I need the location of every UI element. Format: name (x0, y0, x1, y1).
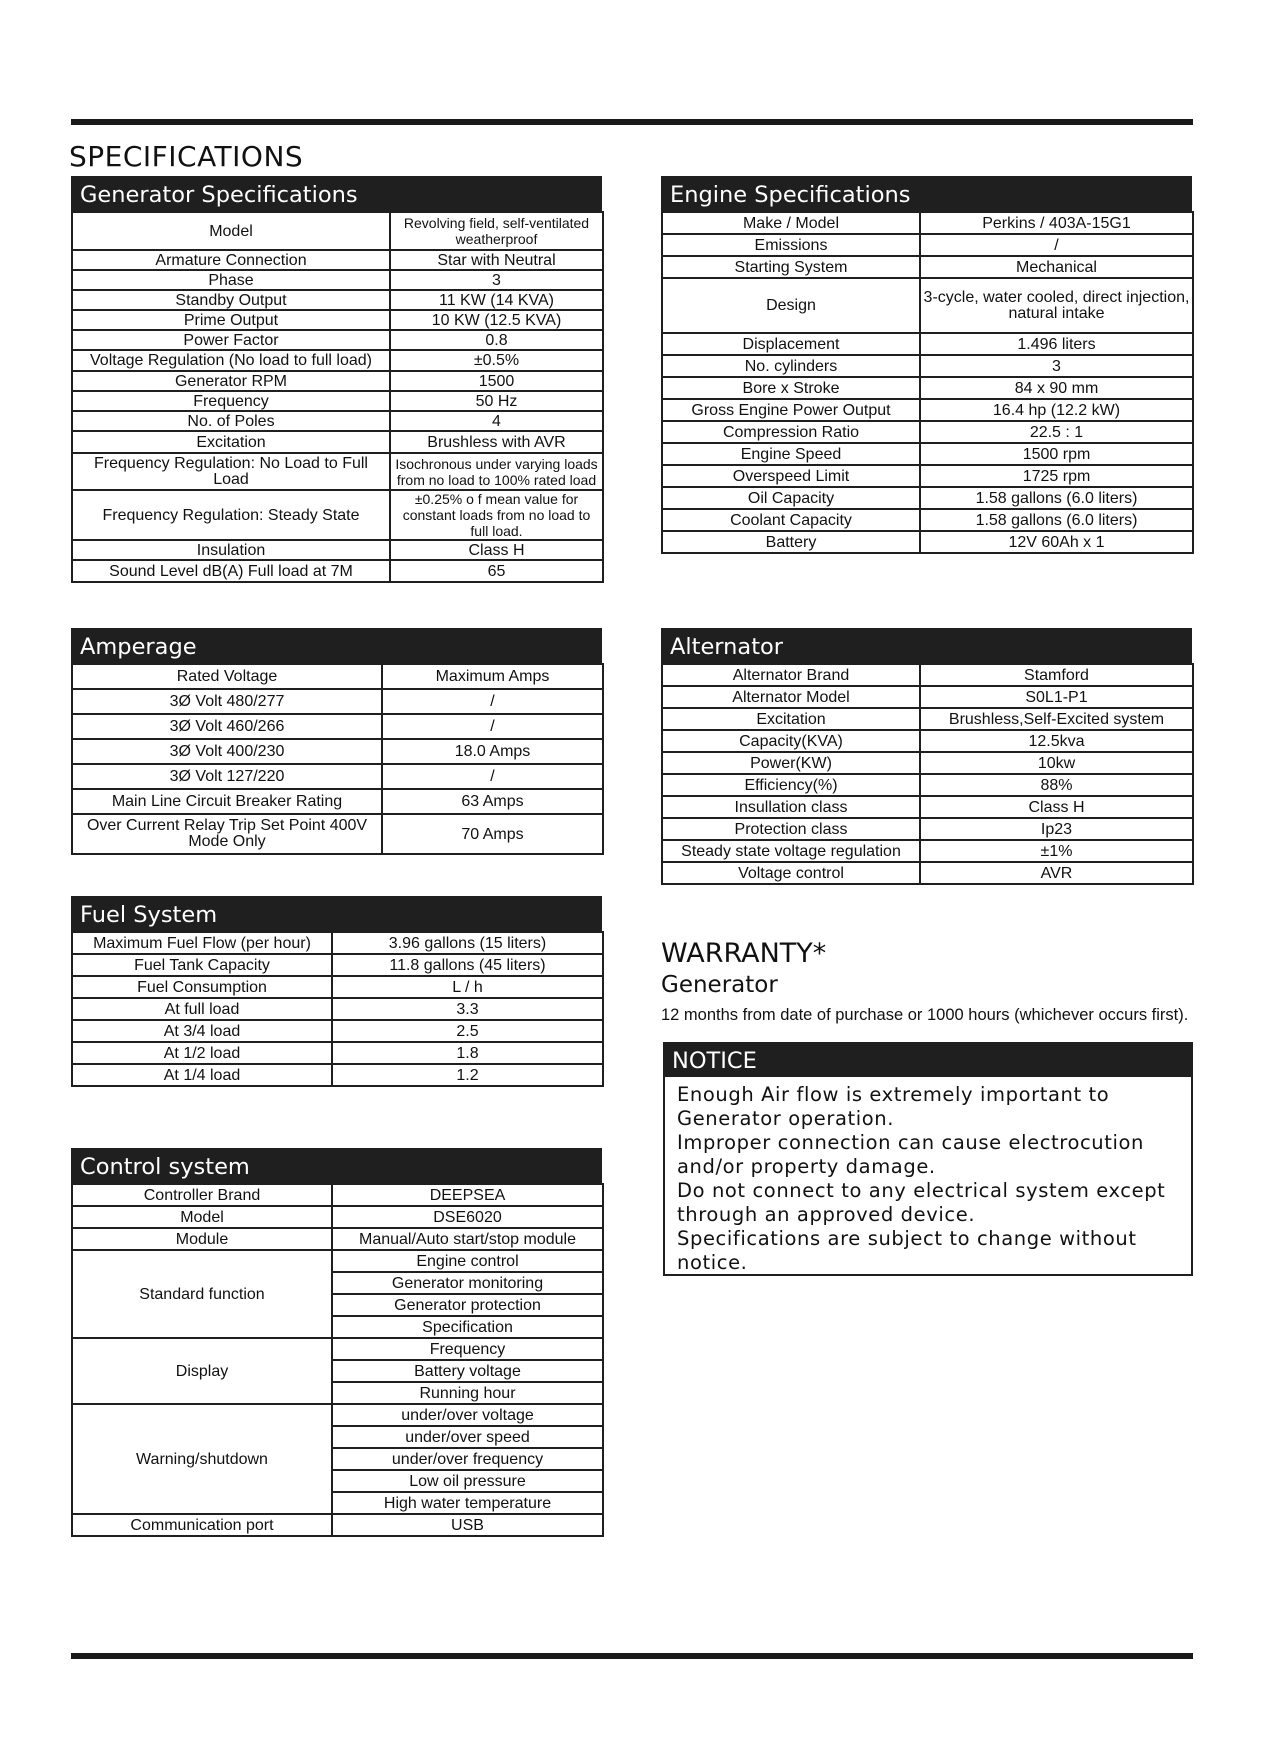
table-cell: 3Ø Volt 127/220 (72, 764, 382, 789)
section-header: Fuel System (71, 896, 602, 931)
table-cell: Alternator Brand (662, 664, 920, 686)
table-cell: Frequency Regulation: No Load to Full Load (72, 453, 390, 490)
top-rule (71, 119, 1193, 125)
table-row (662, 796, 1193, 818)
bottom-rule (71, 1653, 1193, 1659)
table-cell: 18.0 Amps (382, 739, 603, 764)
table-row (72, 560, 603, 582)
notice-line: through an approved device. (677, 1203, 976, 1226)
table-cell: under/over speed (332, 1426, 603, 1448)
table-row (662, 752, 1193, 774)
table-row (72, 453, 603, 490)
table-cell: Excitation (662, 708, 920, 730)
table-cell: Gross Engine Power Output (662, 399, 920, 421)
table-cell: / (382, 764, 603, 789)
table-row (72, 976, 603, 998)
table-cell: Maximum Amps (382, 664, 603, 689)
table-cell: At 3/4 load (72, 1020, 332, 1042)
table-row (72, 1042, 603, 1064)
table-row (72, 391, 603, 411)
notice-line: Enough Air flow is extremely important to (677, 1083, 1110, 1106)
table-row (72, 270, 603, 290)
notice-line: Specifications are subject to change without (677, 1227, 1137, 1250)
notice-line: Generator operation. (677, 1107, 895, 1130)
table-row (72, 714, 603, 739)
table-cell: 3 (920, 355, 1193, 377)
section-header: Alternator (661, 628, 1192, 663)
table-cell: 12.5kva (920, 730, 1193, 752)
table-cell: DEEPSEA (332, 1184, 603, 1206)
table-cell: USB (332, 1514, 603, 1536)
table-cell: Prime Output (72, 310, 390, 330)
table-cell: Running hour (332, 1382, 603, 1404)
table-cell: Make / Model (662, 212, 920, 234)
table-cell: 1.58 gallons (6.0 liters) (920, 509, 1193, 531)
table-cell: Controller Brand (72, 1184, 332, 1206)
table-cell: 2.5 (332, 1020, 603, 1042)
section-header: Generator Specifications (71, 176, 602, 211)
table-row (662, 487, 1193, 509)
table-cell: Generator monitoring (332, 1272, 603, 1294)
table-cell: Insullation class (662, 796, 920, 818)
table-row (72, 1338, 603, 1360)
table-row (72, 689, 603, 714)
table-cell: Protection class (662, 818, 920, 840)
table-cell: 12V 60Ah x 1 (920, 531, 1193, 553)
section-header: Amperage (71, 628, 602, 663)
table-row (662, 333, 1193, 355)
table-cell: Specification (332, 1316, 603, 1338)
table-cell: Generator RPM (72, 371, 390, 391)
warranty-title: WARRANTY* (661, 938, 827, 969)
table-cell: No. cylinders (662, 355, 920, 377)
table-cell: Perkins / 403A-15G1 (920, 212, 1193, 234)
table-row (662, 509, 1193, 531)
table-cell: Module (72, 1228, 332, 1250)
table-row (662, 664, 1193, 686)
table-row (72, 954, 603, 976)
notice-header: NOTICE (663, 1042, 1193, 1077)
amperage-table (71, 663, 604, 855)
table-cell: Mechanical (920, 256, 1193, 278)
table-row (662, 212, 1193, 234)
table-cell: Power Factor (72, 330, 390, 350)
table-cell: 70 Amps (382, 814, 603, 854)
notice-section (663, 1042, 1193, 1276)
table-cell: Sound Level dB(A) Full load at 7M (72, 560, 390, 582)
table-row (662, 774, 1193, 796)
warranty-text: 12 months from date of purchase or 1000 hours (whichever occurs first). (661, 1006, 1189, 1024)
table-cell: Over Current Relay Trip Set Point 400V Mode Only (72, 814, 382, 854)
warranty-subtitle: Generator (661, 972, 778, 998)
table-row (72, 330, 603, 350)
table-row (662, 730, 1193, 752)
table-cell: 1725 rpm (920, 465, 1193, 487)
table-cell: Alternator Model (662, 686, 920, 708)
table-cell: Engine Speed (662, 443, 920, 465)
table-cell: Voltage control (662, 862, 920, 884)
table-cell: 65 (390, 560, 603, 582)
table-row (662, 708, 1193, 730)
table-cell: 4 (390, 411, 603, 431)
table-cell: Armature Connection (72, 250, 390, 270)
table-cell: 50 Hz (390, 391, 603, 411)
table-cell: Frequency (72, 391, 390, 411)
table-cell: No. of Poles (72, 411, 390, 431)
table-cell: Main Line Circuit Breaker Rating (72, 789, 382, 814)
table-cell: 3Ø Volt 480/277 (72, 689, 382, 714)
table-cell: Communication port (72, 1514, 332, 1536)
table-cell: 1500 rpm (920, 443, 1193, 465)
table-cell: Brushless,Self-Excited system (920, 708, 1193, 730)
table-cell: Engine control (332, 1250, 603, 1272)
section-header: Engine Specifications (661, 176, 1192, 211)
table-cell: / (382, 689, 603, 714)
table-cell: 3 (390, 270, 603, 290)
control-system-section (71, 1148, 602, 1537)
control-table (71, 1183, 604, 1537)
engine-spec-table (661, 211, 1194, 554)
table-cell: 16.4 hp (12.2 kW) (920, 399, 1193, 421)
table-cell: Frequency Regulation: Steady State (72, 490, 390, 540)
table-row (662, 531, 1193, 553)
table-row (72, 998, 603, 1020)
table-row (662, 399, 1193, 421)
table-cell: At 1/2 load (72, 1042, 332, 1064)
table-cell: Fuel Consumption (72, 976, 332, 998)
section-header: Control system (71, 1148, 602, 1183)
table-cell: 3.3 (332, 998, 603, 1020)
page-title: SPECIFICATIONS (69, 140, 304, 173)
table-row (662, 686, 1193, 708)
table-cell: 11 KW (14 KVA) (390, 290, 603, 310)
table-cell: Star with Neutral (390, 250, 603, 270)
table-row (662, 377, 1193, 399)
table-row (72, 1206, 603, 1228)
fuel-system-section (71, 896, 602, 1087)
table-cell: Low oil pressure (332, 1470, 603, 1492)
table-row (72, 371, 603, 391)
table-row (662, 443, 1193, 465)
table-row (72, 1064, 603, 1086)
table-cell: ±1% (920, 840, 1193, 862)
table-cell: L / h (332, 976, 603, 998)
table-cell: AVR (920, 862, 1193, 884)
table-row (72, 664, 603, 689)
generator-specifications-section (71, 176, 602, 583)
table-cell: Fuel Tank Capacity (72, 954, 332, 976)
table-cell: under/over voltage (332, 1404, 603, 1426)
table-row (72, 310, 603, 330)
table-cell: Coolant Capacity (662, 509, 920, 531)
table-row (662, 421, 1193, 443)
table-cell: / (920, 234, 1193, 256)
table-row (72, 250, 603, 270)
notice-line: and/or property damage. (677, 1155, 936, 1178)
table-cell: Power(KW) (662, 752, 920, 774)
table-cell: 3Ø Volt 460/266 (72, 714, 382, 739)
table-cell: Displacement (662, 333, 920, 355)
table-cell: Stamford (920, 664, 1193, 686)
notice-line: Improper connection can cause electrocution (677, 1131, 1145, 1154)
table-row (662, 818, 1193, 840)
table-cell: Starting System (662, 256, 920, 278)
table-cell: Efficiency(%) (662, 774, 920, 796)
table-row (72, 932, 603, 954)
notice-line: Do not connect to any electrical system except (677, 1179, 1166, 1202)
table-cell: 1.8 (332, 1042, 603, 1064)
table-cell: Model (72, 1206, 332, 1228)
table-cell: Maximum Fuel Flow (per hour) (72, 932, 332, 954)
table-cell: Capacity(KVA) (662, 730, 920, 752)
table-cell: Excitation (72, 431, 390, 453)
table-cell: Voltage Regulation (No load to full load) (72, 350, 390, 371)
table-cell: Emissions (662, 234, 920, 256)
table-cell: 3-cycle, water cooled, direct injection, natural intake (920, 278, 1193, 333)
table-cell: 84 x 90 mm (920, 377, 1193, 399)
table-cell: Generator protection (332, 1294, 603, 1316)
table-cell: 10kw (920, 752, 1193, 774)
table-cell: 1500 (390, 371, 603, 391)
table-row (72, 1514, 603, 1536)
table-cell: 63 Amps (382, 789, 603, 814)
table-cell: under/over frequency (332, 1448, 603, 1470)
table-row (72, 1404, 603, 1426)
table-cell: 22.5 : 1 (920, 421, 1193, 443)
table-cell: Design (662, 278, 920, 333)
table-cell: 1.2 (332, 1064, 603, 1086)
table-cell: Isochronous under varying loads from no load to 100% rated load (390, 453, 603, 490)
table-cell: 1.496 liters (920, 333, 1193, 355)
table-cell: Battery (662, 531, 920, 553)
table-row (662, 862, 1193, 884)
table-cell: Ip23 (920, 818, 1193, 840)
table-row (662, 278, 1193, 333)
amperage-section (71, 628, 602, 855)
table-row (662, 465, 1193, 487)
table-cell: Revolving field, self-ventilated weatherproof (390, 212, 603, 250)
table-row (72, 1228, 603, 1250)
table-row (662, 234, 1193, 256)
table-cell: High water temperature (332, 1492, 603, 1514)
generator-spec-table (71, 211, 604, 583)
table-cell: At 1/4 load (72, 1064, 332, 1086)
table-row (72, 350, 603, 371)
table-cell: Insulation (72, 540, 390, 560)
table-cell: Class H (390, 540, 603, 560)
table-cell: ±0.25% o f mean value for constant loads from no load to full load. (390, 490, 603, 540)
table-cell: Frequency (332, 1338, 603, 1360)
table-cell: Oil Capacity (662, 487, 920, 509)
table-cell: Rated Voltage (72, 664, 382, 689)
table-row (662, 840, 1193, 862)
fuel-table (71, 931, 604, 1087)
table-cell: Phase (72, 270, 390, 290)
table-cell: ±0.5% (390, 350, 603, 371)
table-row (662, 355, 1193, 377)
table-cell: 10 KW (12.5 KVA) (390, 310, 603, 330)
table-row (72, 540, 603, 560)
table-cell: 1.58 gallons (6.0 liters) (920, 487, 1193, 509)
table-cell: Standard function (72, 1250, 332, 1338)
table-row (72, 411, 603, 431)
table-cell: 88% (920, 774, 1193, 796)
notice-line: notice. (677, 1251, 748, 1274)
table-cell: DSE6020 (332, 1206, 603, 1228)
table-cell: Brushless with AVR (390, 431, 603, 453)
alternator-section (661, 628, 1192, 885)
table-row (72, 764, 603, 789)
table-row (72, 290, 603, 310)
table-cell: 3Ø Volt 400/230 (72, 739, 382, 764)
table-cell: Display (72, 1338, 332, 1404)
table-cell: Model (72, 212, 390, 250)
table-cell: Overspeed Limit (662, 465, 920, 487)
alternator-table (661, 663, 1194, 885)
table-row (72, 212, 603, 250)
table-row (72, 431, 603, 453)
table-cell: Warning/shutdown (72, 1404, 332, 1514)
table-cell: 0.8 (390, 330, 603, 350)
engine-specifications-section (661, 176, 1192, 554)
table-cell: At full load (72, 998, 332, 1020)
table-cell: Battery voltage (332, 1360, 603, 1382)
table-row (72, 1250, 603, 1272)
table-cell: 11.8 gallons (45 liters) (332, 954, 603, 976)
table-row (72, 814, 603, 854)
table-cell: S0L1-P1 (920, 686, 1193, 708)
table-row (72, 789, 603, 814)
table-row (72, 1184, 603, 1206)
table-cell: Class H (920, 796, 1193, 818)
table-cell: Bore x Stroke (662, 377, 920, 399)
table-cell: / (382, 714, 603, 739)
notice-body (663, 1077, 1193, 1276)
table-row (72, 1020, 603, 1042)
table-row (662, 256, 1193, 278)
table-cell: 3.96 gallons (15 liters) (332, 932, 603, 954)
table-row (72, 490, 603, 540)
table-cell: Steady state voltage regulation (662, 840, 920, 862)
table-cell: Manual/Auto start/stop module (332, 1228, 603, 1250)
table-row (72, 739, 603, 764)
table-cell: Standby Output (72, 290, 390, 310)
table-cell: Compression Ratio (662, 421, 920, 443)
